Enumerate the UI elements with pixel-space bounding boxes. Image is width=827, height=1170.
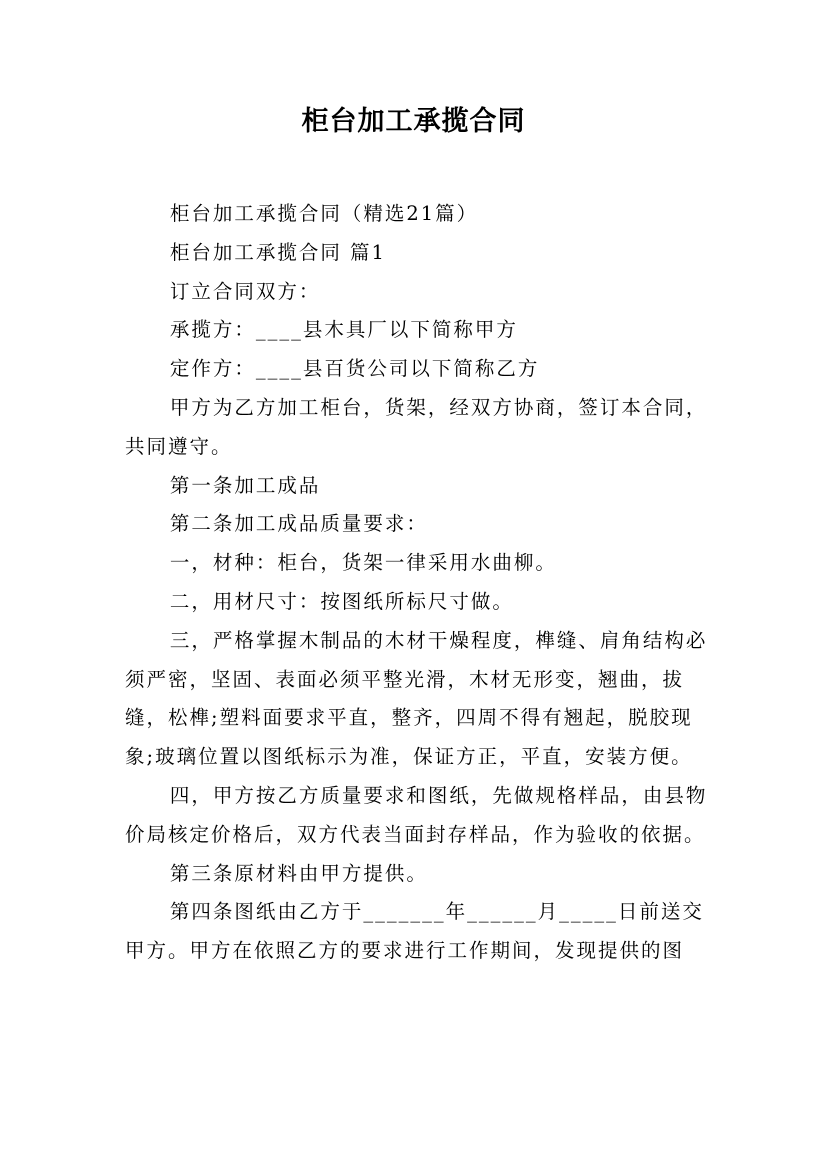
paragraph-article-4: 第四条图纸由乙方于_______年______月_____日前送交甲方。甲方在依照乙方的要求进行工作期间，发现提供的图 <box>125 900 704 963</box>
paragraph-client: 定作方：____县百货公司以下简称乙方 <box>169 357 540 381</box>
paragraph-article-2: 第二条加工成品质量要求： <box>169 512 428 536</box>
paragraph-item-1: 一，材种：柜台，货架一律采用水曲柳。 <box>169 551 557 575</box>
paragraph-article-1: 第一条加工成品 <box>169 473 321 497</box>
paragraph-subheading: 柜台加工承揽合同 篇1 <box>169 240 386 264</box>
paragraph-article-3: 第三条原材料由甲方提供。 <box>169 861 428 885</box>
paragraph-item-2: 二，用材尺寸：按图纸所标尺寸做。 <box>169 589 514 613</box>
paragraph-agreement: 甲方为乙方加工柜台，货架，经双方协商，签订本合同，共同遵守。 <box>125 395 708 458</box>
paragraph-item-3: 三，严格掌握木制品的木材干燥程度，榫缝、肩角结构必须严密，坚固、表面必须平整光滑，木材无形变，翘曲，拔缝，松榫;塑料面要求平直，整齐，四周不得有翘起，脱胶现象;玻璃位置以图纸标示为准，保证方正，平直，安装方便。 <box>125 628 708 769</box>
paragraph-contractor: 承揽方：____县木具厂以下简称甲方 <box>169 318 518 342</box>
paragraph-parties-intro: 订立合同双方： <box>169 279 321 303</box>
paragraph-heading: 柜台加工承揽合同（精选21篇） <box>169 202 479 225</box>
document-body <box>125 195 715 971</box>
paragraph-item-4: 四，甲方按乙方质量要求和图纸，先做规格样品，由县物价局核定价格后，双方代表当面封存样品，作为验收的依据。 <box>125 783 708 846</box>
document-title: 柜台加工承揽合同 <box>301 106 526 137</box>
